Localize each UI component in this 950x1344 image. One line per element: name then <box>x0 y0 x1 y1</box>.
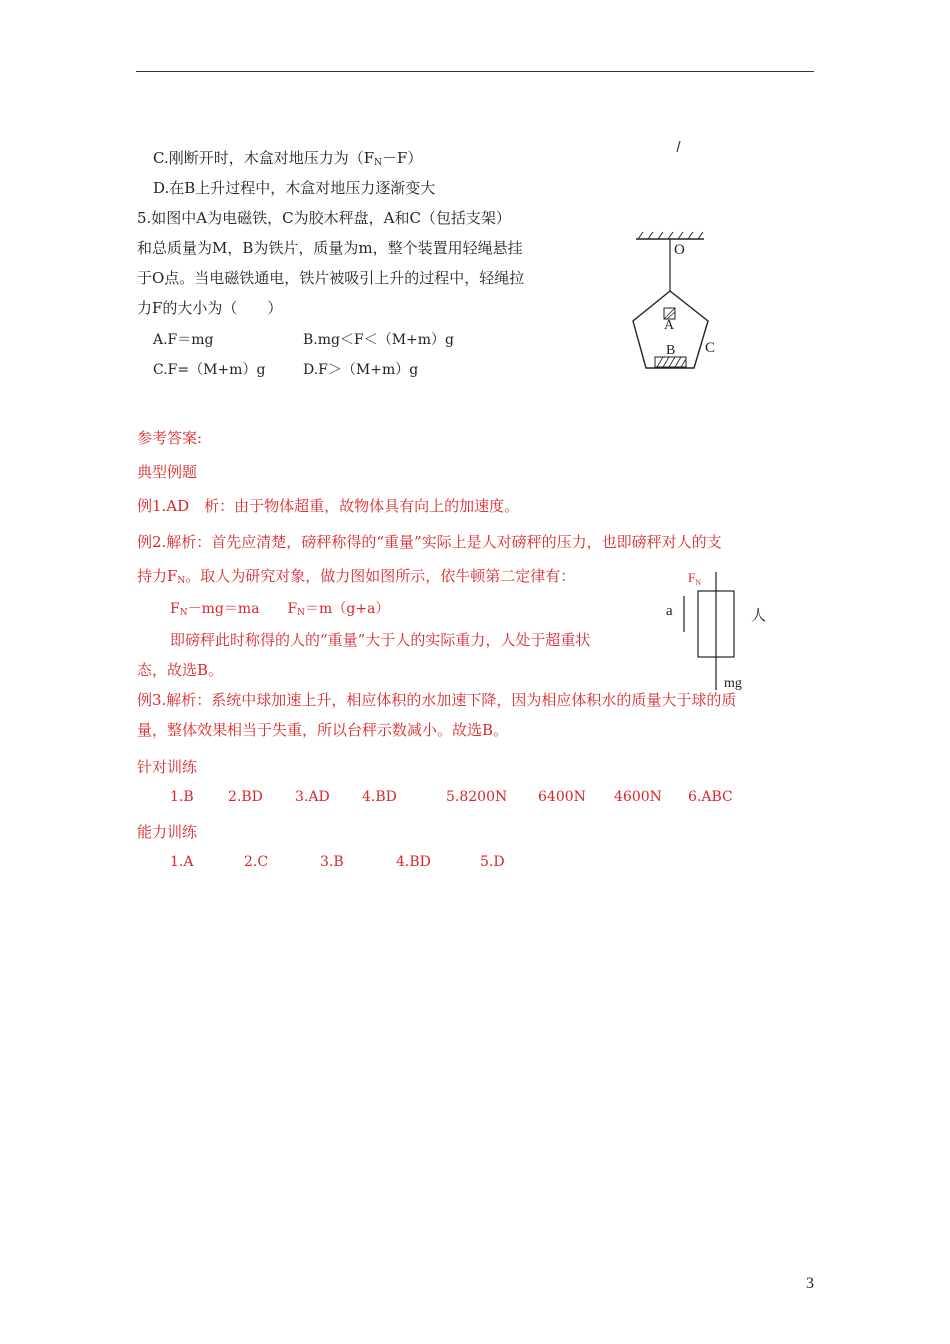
example-2-line-4: 即磅秤此时称得的人的“重量”大于人的实际重力，人处于超重状 <box>170 631 591 649</box>
header-rule <box>136 71 814 72</box>
section-typical: 典型例题 <box>137 463 198 481</box>
electromagnet-diagram <box>628 226 728 376</box>
example-1: 例1.AD 析：由于物体超重，故物体具有向上的加速度。 <box>137 497 520 515</box>
ability-answer: 1.A <box>170 854 194 870</box>
q5-option-d: D.F＞（M+m）g <box>303 362 419 378</box>
prev-option-c: C.刚断开时，木盒对地压力为$(F_N-F)$ <box>153 149 423 168</box>
ability-answer: 5.D <box>480 854 505 870</box>
label-c: C <box>705 340 716 356</box>
ability-answer: 4.BD <box>396 854 431 870</box>
section-ability: 能力训练 <box>137 823 198 841</box>
example-2-line-5: 态，故选B。 <box>137 661 224 679</box>
q5-option-a: A.F＝mg <box>153 332 214 348</box>
training-answer: 2.BD <box>228 789 263 805</box>
svg-text:a: a <box>666 603 673 619</box>
svg-text:FN: $F_N$ <box>688 570 702 587</box>
example-2-equation: $F_N-mg=ma$ $F_N=m(g+a)$ <box>170 601 390 618</box>
svg-text:人: 人 <box>751 608 767 624</box>
stray-mark <box>674 140 684 154</box>
section-targeted: 针对训练 <box>137 758 198 776</box>
training-answer: 1.B <box>170 789 194 805</box>
training-answer: 4.BD <box>362 789 397 805</box>
training-answer: 6400N <box>538 789 586 805</box>
training-answer: 4600N <box>614 789 662 805</box>
example-3-line-1: 例3.解析：系统中球加速上升，相应体积的水加速下降，因为相应体积水的质量大于球的质 <box>137 691 737 709</box>
page-number: 3 <box>806 1275 814 1292</box>
label-o: O <box>674 242 685 258</box>
example-2-line-2: 持力$F_N$。取人为研究对象，做力图如图所示，依牛顿第二定律有： <box>137 567 576 586</box>
training-answer: 5.8200N <box>446 789 508 805</box>
example-2-line-1: 例2.解析：首先应清楚，磅秤称得的“重量”实际上是人对磅秤的压力，也即磅秤对人的支 <box>137 533 722 551</box>
force-diagram <box>660 566 780 696</box>
label-b: B <box>666 343 676 358</box>
ability-answer: 2.C <box>244 854 269 870</box>
q5-line-1: 5.如图中A为电磁铁，C为胶木秤盘，A和C（包括支架） <box>137 209 511 227</box>
label-a: A <box>664 318 675 333</box>
q5-line-3: 于O点。当电磁铁通电，铁片被吸引上升的过程中，轻绳拉 <box>137 269 525 287</box>
q5-line-4: 力F的大小为（ ） <box>137 299 283 317</box>
answers-heading: 参考答案: <box>137 429 203 447</box>
svg-text:mg: mg <box>724 676 742 691</box>
training-answer: 6.ABC <box>688 789 733 805</box>
training-answer: 3.AD <box>295 789 330 805</box>
ability-answer: 3.B <box>320 854 344 870</box>
prev-option-d: D.在B上升过程中，木盒对地压力逐渐变大 <box>153 179 436 197</box>
q5-option-b: B.mg＜F＜（M+m）g <box>303 332 454 348</box>
example-3-line-2: 量，整体效果相当于失重，所以台秤示数减小。故选B。 <box>137 721 509 739</box>
q5-line-2: 和总质量为M，B为铁片，质量为m，整个装置用轻绳悬挂 <box>137 239 523 257</box>
q5-option-c: C.F=（M+m）g <box>153 362 266 378</box>
